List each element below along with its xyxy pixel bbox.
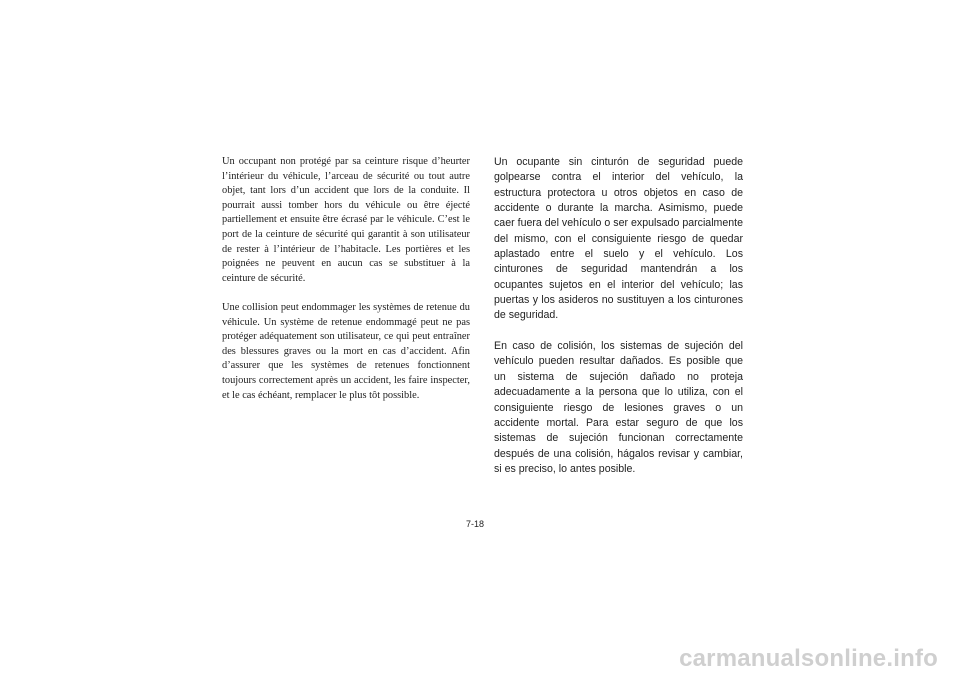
- watermark: carmanualsonline.info: [679, 645, 938, 672]
- french-paragraph-2: Une collision peut endommager les systèmes de retenue du véhicule. Un système de retenue endommagé peut ne pas protéger adéquatement son utilisateur, ce qui peut entraîner des blessures graves ou la mort en cas d’accident. Afin d’assurer que les systèmes de retenues fonctionnent toujours correctement après un accident, les faire inspecter, et le cas échéant, remplacer le plus tôt possible.: [222, 301, 470, 401]
- spanish-column: [494, 155, 743, 477]
- spanish-paragraph-2: En caso de colisión, los sistemas de sujeción del vehículo pueden resultar dañados. Es posible que un sistema de sujeción dañado no proteja adecuadamente a la persona que lo utiliza, con el consiguiente riesgo de lesiones graves o un accidente mortal. Para estar seguro de que los sistemas de sujeción funcionan correctamente después de una colisión, hágalos revisar y cambiar, si es preciso, lo antes posible.: [494, 340, 743, 475]
- french-column: [222, 155, 470, 403]
- french-paragraph-1: Un occupant non protégé par sa ceinture risque d’heurter l’intérieur du véhicule, l’arceau de sécurité ou tout autre objet, tant lors d’un accident que lors de la conduite. Il pourrait aussi tomber hors du véhicule ou être éjecté partiellement et ensuite être écrasé par le véhicule. C’est le port de la ceinture de sécurité qui garantit à son utilisateur de rester à l’intérieur de l’habitacle. Les portières et les poignées ne peuvent en aucun cas se substituer à la ceinture de sécurité.: [222, 156, 470, 284]
- page-number: 7-18: [466, 519, 485, 529]
- spanish-paragraph-1: Un ocupante sin cinturón de seguridad puede golpearse contra el interior del vehículo, la estructura protectora u otros objetos en caso de accidente o durante la marcha. Asimismo, puede caer fuera del vehículo o ser expulsado parcialmente del mismo, con el consiguiente riesgo de quedar aplastado entre el suelo y el vehículo. Los cinturones de seguridad mantendrán a los ocupantes sujetos en el interior del vehículo; las puertas y los asideros no sustituyen a los cinturones de seguridad.: [494, 156, 743, 322]
